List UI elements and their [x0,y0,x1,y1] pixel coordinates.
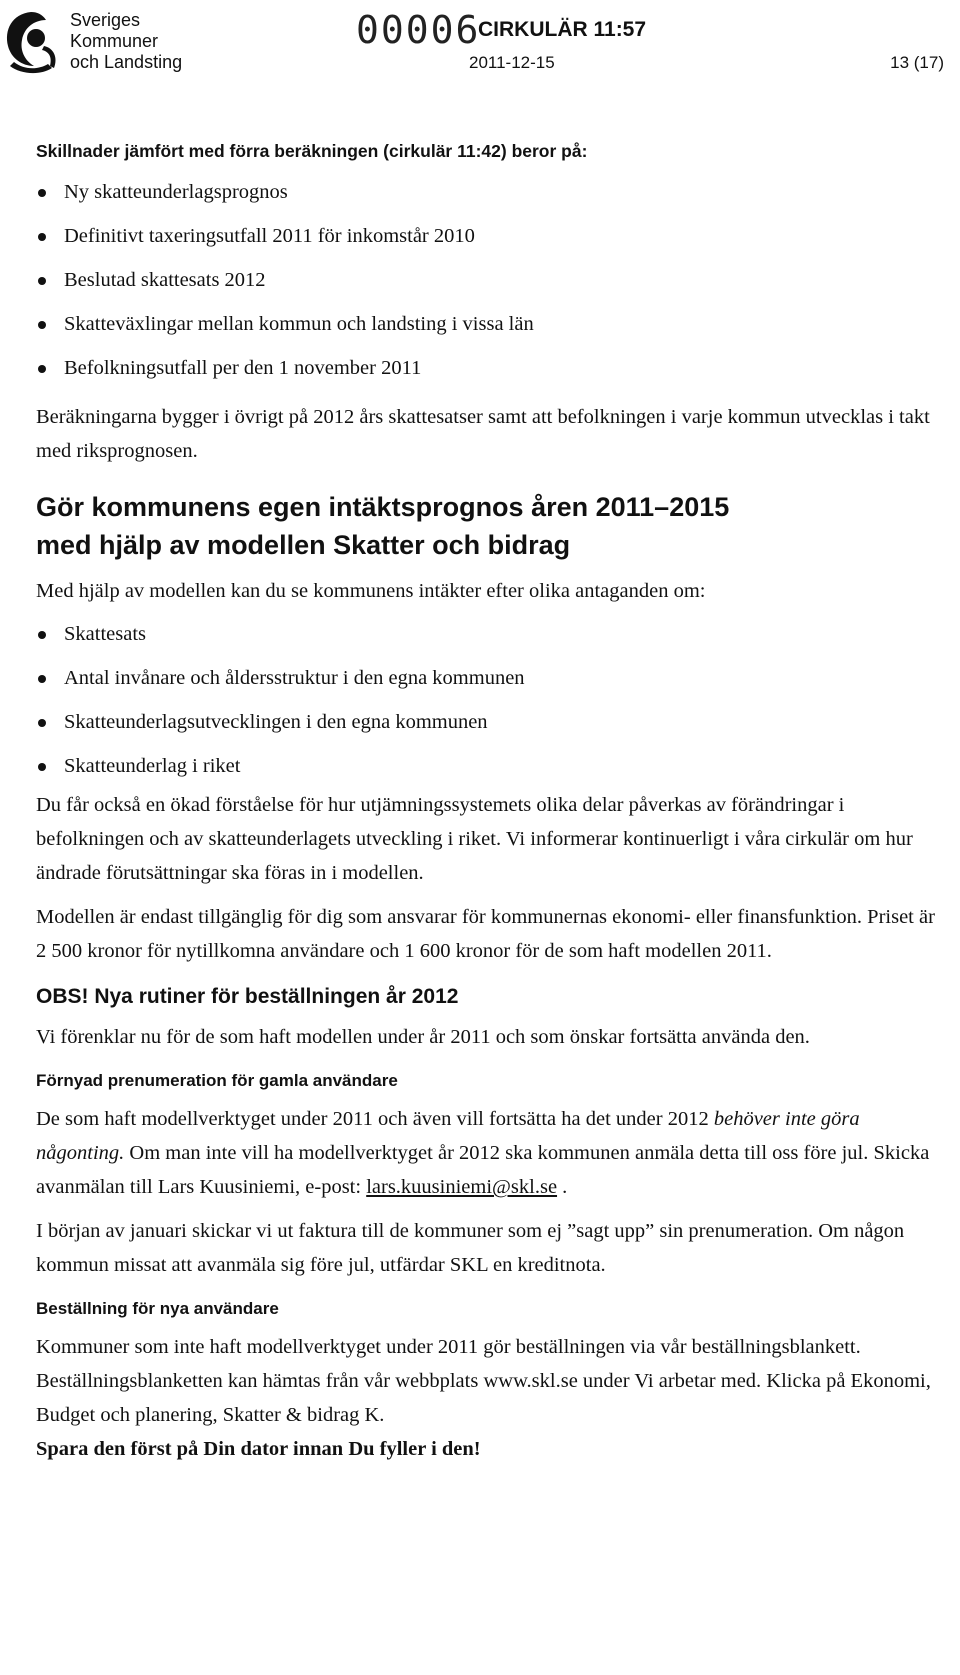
assumptions-list [36,612,946,788]
page-number: 13 (17) [890,53,944,72]
renewal-text-a: De som haft modellverktyget under 2011 och även vill fortsätta ha det under 2012 [36,1108,714,1130]
page-header [0,0,960,100]
renewal-heading: Förnyad prenumeration för gamla användare [36,1071,398,1090]
org-line-2: Kommuner [70,31,159,51]
order-paragraph [36,1330,946,1466]
page-stamp: 00006 [356,8,481,52]
org-line-1: Sveriges [70,10,141,30]
list-item: Befolkningsutfall per den 1 november 2011 [36,346,946,390]
availability-paragraph: Modellen är endast tillgänglig för dig som ansvarar för kommunernas ekonomi- eller finansfunktion. Priset är 2 500 kronor för nytillkomna användare och 1 600 kronor för de som haft modellen 2011. [36,906,935,962]
list-item: Skattesats [36,612,946,656]
list-item: Definitivt taxeringsutfall 2011 för inkomstår 2010 [36,214,946,258]
email-link[interactable]: lars.kuusiniemi@skl.se [366,1176,558,1198]
section-title [36,488,946,564]
understanding-paragraph: Du får också en ökad förståelse för hur utjämningssystemets olika delar påverkas av förändringar i befolkningen och av skatteunderlagets utveckling i riket. Vi informerar kontinuerligt i våra cirkulär om hur ändrade förutsättningar ska föras in i modellen. [36,794,913,884]
order-text: Kommuner som inte haft modellverktyget under 2011 gör beställningen via vår beställningsblankett. Beställningsblanketten kan hämtas från vår webbplats www.skl.se under Vi arbetar med. Klicka på Ekonomi, Budget och planering, Skatter & bidrag K. [36,1336,931,1426]
renewal-paragraph [36,1102,946,1204]
save-notice: Spara den först på Din dator innan Du fyller i den! [36,1438,481,1460]
routines-paragraph: Vi förenklar nu för de som haft modellen under år 2011 och som önskar fortsätta använda den. [36,1026,810,1048]
document-body [36,138,946,1466]
org-line-3: och Landsting [70,52,183,72]
list-item: Skatteväxlingar mellan kommun och landsting i vissa län [36,302,946,346]
model-intro: Med hjälp av modellen kan du se kommunens intäkter efter olika antaganden om: [36,580,706,602]
organization-name [70,10,182,73]
differences-lead: Skillnader jämfört med förra beräkningen (cirkulär 11:42) beror på: [36,141,588,161]
renewal-text-italic: behöver inte göra någonting. [36,1108,860,1164]
list-item: Antal invånare och åldersstruktur i den egna kommunen [36,656,946,700]
title-line-2: med hjälp av modellen Skatter och bidrag [36,530,571,560]
renewal-text-c: . [557,1176,568,1198]
renewal-text-b: Om man inte vill ha modellverktyget år 2012 ska kommunen anmäla detta till oss före jul. Skicka avanmälan till Lars Kuusiniemi, e-post: [36,1142,930,1198]
document-date: 2011-12-15 [469,53,555,72]
list-item: Ny skatteunderlagsprognos [36,170,946,214]
calculation-paragraph: Beräkningarna bygger i övrigt på 2012 års skattesatser samt att befolkningen i varje kommun utvecklas i takt med riksprognosen. [36,406,930,462]
obs-heading: OBS! Nya rutiner för beställningen år 2012 [36,985,459,1008]
skl-logo-icon [0,8,62,78]
new-users-heading: Beställning för nya användare [36,1299,279,1318]
circular-number: CIRKULÄR 11:57 [478,18,647,41]
invoice-paragraph: I början av januari skickar vi ut faktura till de kommuner som ej ”sagt upp” sin prenumeration. Om någon kommun missat att avanmäla sig före jul, utfärdar SKL en kreditnota. [36,1220,905,1276]
title-line-1: Gör kommunens egen intäktsprognos åren 2011–2015 [36,492,730,522]
list-item: Skatteunderlag i riket [36,744,946,788]
differences-list [36,170,946,390]
list-item: Beslutad skattesats 2012 [36,258,946,302]
list-item: Skatteunderlagsutvecklingen i den egna kommunen [36,700,946,744]
